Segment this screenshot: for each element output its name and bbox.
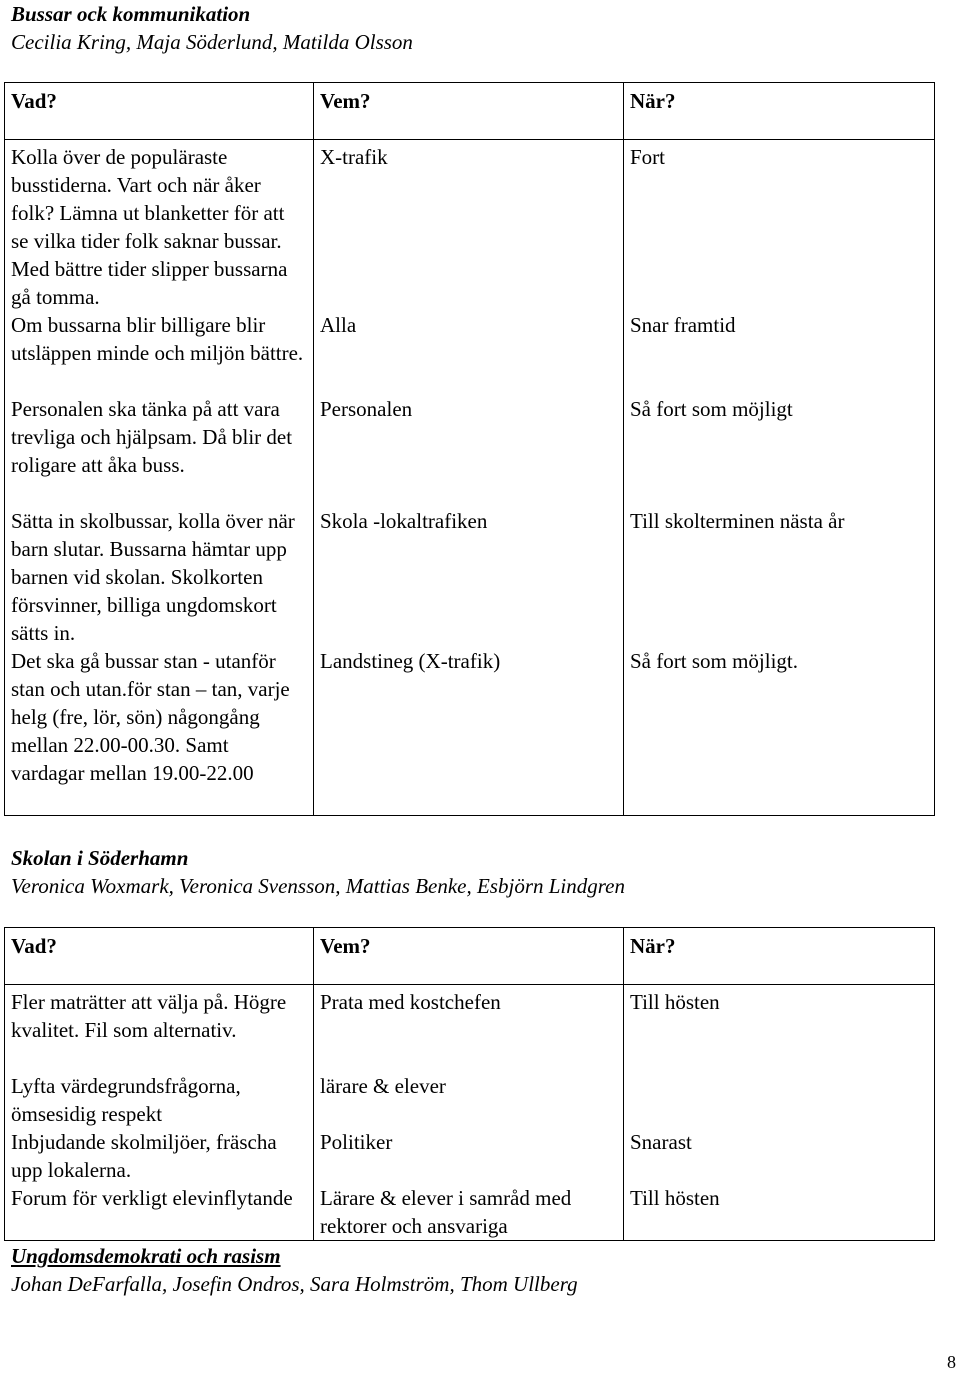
cell-who: Skola -lokaltrafiken (314, 507, 624, 647)
section2-authors: Veronica Woxmark, Veronica Svensson, Mattias Benke, Esbjörn Lindgren (11, 874, 625, 898)
cell-when (624, 1072, 935, 1128)
cell-who: Prata med kostchefen (314, 985, 624, 1073)
section1-authors: Cecilia Kring, Maja Söderlund, Matilda Olsson (11, 30, 413, 54)
table-row (5, 507, 935, 647)
section2-title: Skolan i Söderhamn (11, 846, 189, 870)
cell-what: Forum för verkligt elevinflytande (5, 1184, 314, 1241)
cell-when: Snar framtid (624, 311, 935, 395)
section1-table (4, 82, 935, 816)
cell-when: Snarast (624, 1128, 935, 1184)
cell-when: Till hösten (624, 985, 935, 1073)
header-who: Vem? (314, 928, 624, 985)
table-row (5, 985, 935, 1073)
table-row (5, 1072, 935, 1128)
header-who: Vem? (314, 83, 624, 140)
cell-what: Det ska gå bussar stan - utanför stan och utan.för stan – tan, varje helg (fre, lör, sön) någongång mellan 22.00-00.30. Samt vardagar mellan 19.00-22.00 (5, 647, 314, 816)
cell-who: X-trafik (314, 140, 624, 312)
header-what: Vad? (5, 83, 314, 140)
table-row (5, 395, 935, 507)
cell-when: Fort (624, 140, 935, 312)
cell-what: Om bussarna blir billigare blir utsläppen minde och miljön bättre. (5, 311, 314, 395)
table-row (5, 140, 935, 312)
cell-what: Fler maträtter att välja på. Högre kvalitet. Fil som alternativ. (5, 985, 314, 1073)
section2-table (4, 927, 935, 1241)
table-header-row (5, 928, 935, 985)
section3-authors: Johan DeFarfalla, Josefin Ondros, Sara Holmström, Thom Ullberg (11, 1272, 578, 1296)
cell-what: Inbjudande skolmiljöer, fräscha upp lokalerna. (5, 1128, 314, 1184)
header-what: Vad? (5, 928, 314, 985)
table-row (5, 1184, 935, 1241)
table-row (5, 311, 935, 395)
section3-title: Ungdomsdemokrati och rasism (11, 1244, 281, 1268)
cell-when: Så fort som möjligt. (624, 647, 935, 816)
cell-what: Sätta in skolbussar, kolla över när barn slutar. Bussarna hämtar upp barnen vid skolan. Skolkorten försvinner, billiga ungdomskort sätts in. (5, 507, 314, 647)
section1-title: Bussar ock kommunikation (11, 2, 251, 26)
table-row (5, 647, 935, 816)
cell-when: Till skolterminen nästa år (624, 507, 935, 647)
cell-what: Personalen ska tänka på att vara trevliga och hjälpsam. Då blir det roligare att åka buss. (5, 395, 314, 507)
table-header-row (5, 83, 935, 140)
cell-when: Så fort som möjligt (624, 395, 935, 507)
cell-who: Politiker (314, 1128, 624, 1184)
cell-who: Personalen (314, 395, 624, 507)
cell-what: Lyfta värdegrundsfrågorna, ömsesidig respekt (5, 1072, 314, 1128)
cell-when: Till hösten (624, 1184, 935, 1241)
cell-what: Kolla över de populäraste busstiderna. Vart och när åker folk? Lämna ut blanketter för att se vilka tider folk saknar bussar. Med bättre tider slipper bussarna gå tomma. (5, 140, 314, 312)
cell-who: Landstineg (X-trafik) (314, 647, 624, 816)
header-when: När? (624, 928, 935, 985)
page-number: 8 (947, 1352, 956, 1372)
cell-who: lärare & elever (314, 1072, 624, 1128)
cell-who: Lärare & elever i samråd med rektorer och ansvariga (314, 1184, 624, 1241)
cell-who: Alla (314, 311, 624, 395)
table-row (5, 1128, 935, 1184)
header-when: När? (624, 83, 935, 140)
